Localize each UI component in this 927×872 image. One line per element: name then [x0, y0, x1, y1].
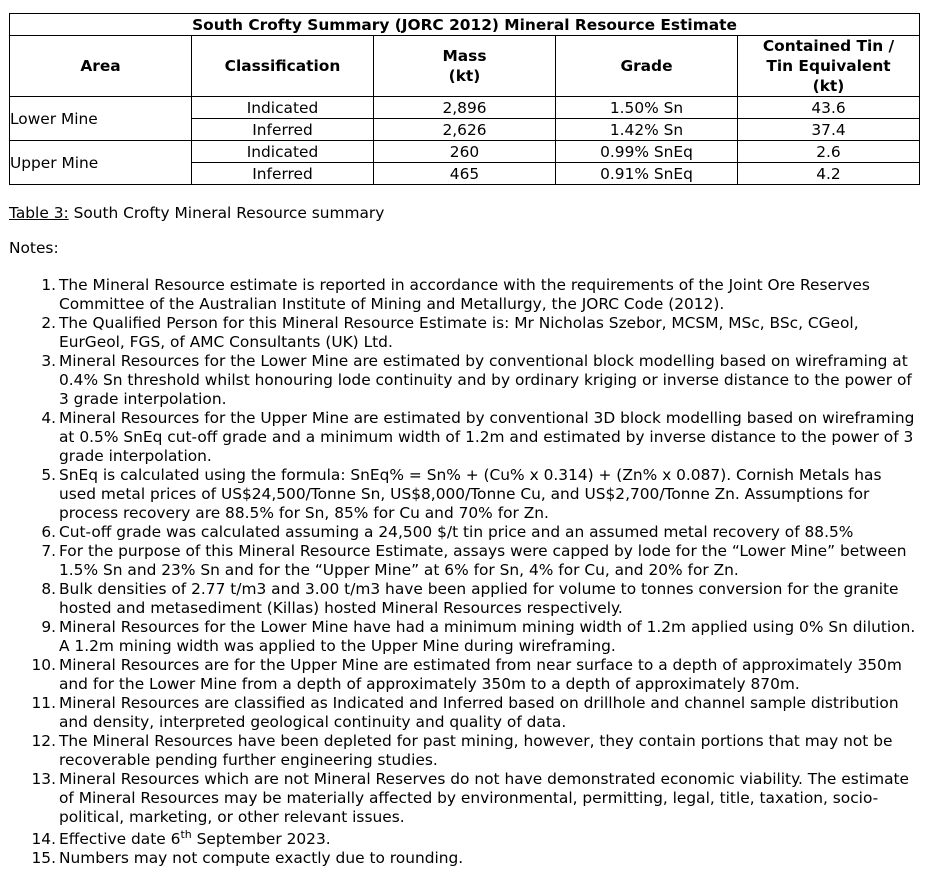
note-item	[31, 770, 921, 827]
note-item	[31, 694, 921, 732]
note-number: 11.	[31, 694, 56, 712]
classification-cell: Indicated	[192, 141, 374, 163]
note-number: 2.	[41, 314, 56, 332]
note-number: 5.	[41, 466, 56, 484]
note-text: For the purpose of this Mineral Resource Estimate, assays were capped by lode for the “Lower Mine” between 1.5% Sn and 23% Sn and for the “Upper Mine” at 6% for Sn, 4% for Cu, and 20% for Zn.	[59, 542, 907, 579]
note-text: Bulk densities of 2.77 t/m3 and 3.00 t/m3 have been applied for volume to tonnes conversion for the granite hosted and metasediment (Killas) hosted Mineral Resources respectively.	[59, 580, 899, 617]
resource-table-container	[9, 13, 919, 185]
mass-cell: 260	[374, 141, 556, 163]
header-classification: Classification	[192, 36, 374, 97]
note-item	[41, 314, 921, 352]
classification-cell: Indicated	[192, 97, 374, 119]
grade-cell: 0.91% SnEq	[556, 163, 738, 185]
table-title-row	[10, 14, 920, 36]
caption-text: South Crofty Mineral Resource summary	[68, 204, 385, 222]
note-text-before: Effective date 6	[59, 830, 181, 848]
note-number: 14.	[31, 830, 56, 848]
note-item	[31, 732, 921, 770]
note-text: The Qualified Person for this Mineral Resource Estimate is: Mr Nicholas Szebor, MCSM, MSc, BSc, CGeol, EurGeol, FGS, of AMC Consultants (UK) Ltd.	[59, 314, 859, 351]
header-mass	[374, 36, 556, 97]
note-item	[41, 409, 921, 466]
header-area: Area	[10, 36, 192, 97]
classification-cell: Inferred	[192, 163, 374, 185]
note-item	[41, 618, 921, 656]
grade-cell: 1.50% Sn	[556, 97, 738, 119]
note-text: The Mineral Resources have been depleted for past mining, however, they contain portions that may not be recoverable pending further engineering studies.	[59, 732, 893, 769]
table-caption	[9, 203, 384, 223]
contained-cell: 43.6	[738, 97, 920, 119]
header-mass-line1: Mass	[442, 47, 487, 65]
contained-cell: 2.6	[738, 141, 920, 163]
notes-list	[31, 276, 921, 868]
note-text: SnEq is calculated using the formula: SnEq% = Sn% + (Cu% x 0.314) + (Zn% x 0.087). Cornish Metals has used metal prices of US$24,500/Tonne Sn, US$8,000/Tonne Cu, and US$2,700/Tonne Zn. Assumptions for process recovery are 88.5% for Sn, 85% for Cu and 70% for Zn.	[59, 466, 882, 522]
note-text: Mineral Resources are for the Upper Mine are estimated from near surface to a depth of approximately 350m and for the Lower Mine from a depth of approximately 350m to a depth of approximately 870m.	[59, 656, 902, 693]
ordinal-suffix: th	[180, 828, 192, 841]
grade-cell: 1.42% Sn	[556, 119, 738, 141]
mass-cell: 465	[374, 163, 556, 185]
header-contained	[738, 36, 920, 97]
header-contained-line2: Tin Equivalent	[766, 57, 891, 75]
note-item	[31, 828, 921, 849]
note-text-after: September 2023.	[191, 830, 331, 848]
header-contained-line3: (kt)	[812, 77, 845, 95]
note-number: 13.	[31, 770, 56, 788]
table-title: South Crofty Summary (JORC 2012) Mineral Resource Estimate	[10, 14, 920, 36]
notes-heading: Notes:	[9, 239, 59, 257]
header-contained-line1: Contained Tin /	[762, 37, 895, 55]
area-cell-lower-mine: Lower Mine	[10, 97, 192, 141]
header-mass-line2: (kt)	[448, 67, 481, 85]
table-row	[10, 141, 920, 163]
note-item	[41, 523, 921, 542]
grade-cell: 0.99% SnEq	[556, 141, 738, 163]
note-item	[41, 542, 921, 580]
note-text: Mineral Resources for the Lower Mine have had a minimum mining width of 1.2m applied using 0% Sn dilution. A 1.2m mining width was applied to the Upper Mine during wireframing.	[59, 618, 916, 655]
area-cell-upper-mine: Upper Mine	[10, 141, 192, 185]
note-number: 3.	[41, 352, 56, 370]
note-item	[31, 849, 921, 868]
note-item	[41, 580, 921, 618]
note-number: 6.	[41, 523, 56, 541]
note-number: 12.	[31, 732, 56, 750]
note-item	[41, 466, 921, 523]
note-item	[41, 352, 921, 409]
note-text: Mineral Resources for the Upper Mine are estimated by conventional 3D block modelling based on wireframing at 0.5% SnEq cut-off grade and a minimum width of 1.2m and estimated by inverse distance to the power of 3 grade interpolation.	[59, 409, 915, 465]
note-item	[41, 276, 921, 314]
contained-cell: 37.4	[738, 119, 920, 141]
classification-cell: Inferred	[192, 119, 374, 141]
note-text: The Mineral Resource estimate is reported in accordance with the requirements of the Joint Ore Reserves Committee of the Australian Institute of Mining and Metallurgy, the JORC Code (2012).	[59, 276, 870, 313]
note-number: 9.	[41, 618, 56, 636]
note-item	[31, 656, 921, 694]
note-number: 7.	[41, 542, 56, 560]
mineral-resource-table	[9, 13, 920, 185]
note-text: Cut-off grade was calculated assuming a 24,500 $/t tin price and an assumed metal recovery of 88.5%	[59, 523, 854, 541]
note-text: Numbers may not compute exactly due to rounding.	[59, 849, 464, 867]
mass-cell: 2,896	[374, 97, 556, 119]
note-text: Mineral Resources are classified as Indicated and Inferred based on drillhole and channel sample distribution and density, interpreted geological continuity and quality of data.	[59, 694, 899, 731]
note-number: 1.	[41, 276, 56, 294]
note-text: Mineral Resources for the Lower Mine are estimated by conventional block modelling based on wireframing at 0.4% Sn threshold whilst honouring lode continuity and by ordinary kriging or inverse distance to the power of 3 grade interpolation.	[59, 352, 912, 408]
table-header-row	[10, 36, 920, 97]
header-grade: Grade	[556, 36, 738, 97]
note-number: 8.	[41, 580, 56, 598]
note-text: Mineral Resources which are not Mineral Reserves do not have demonstrated economic viability. The estimate of Mineral Resources may be materially affected by environmental, permitting, legal, title, taxation, socio-political, marketing, or other relevant issues.	[59, 770, 910, 826]
caption-label: Table 3:	[9, 204, 69, 222]
note-number: 15.	[31, 849, 56, 867]
contained-cell: 4.2	[738, 163, 920, 185]
table-row	[10, 97, 920, 119]
note-number: 10.	[31, 656, 56, 674]
mass-cell: 2,626	[374, 119, 556, 141]
note-number: 4.	[41, 409, 56, 427]
